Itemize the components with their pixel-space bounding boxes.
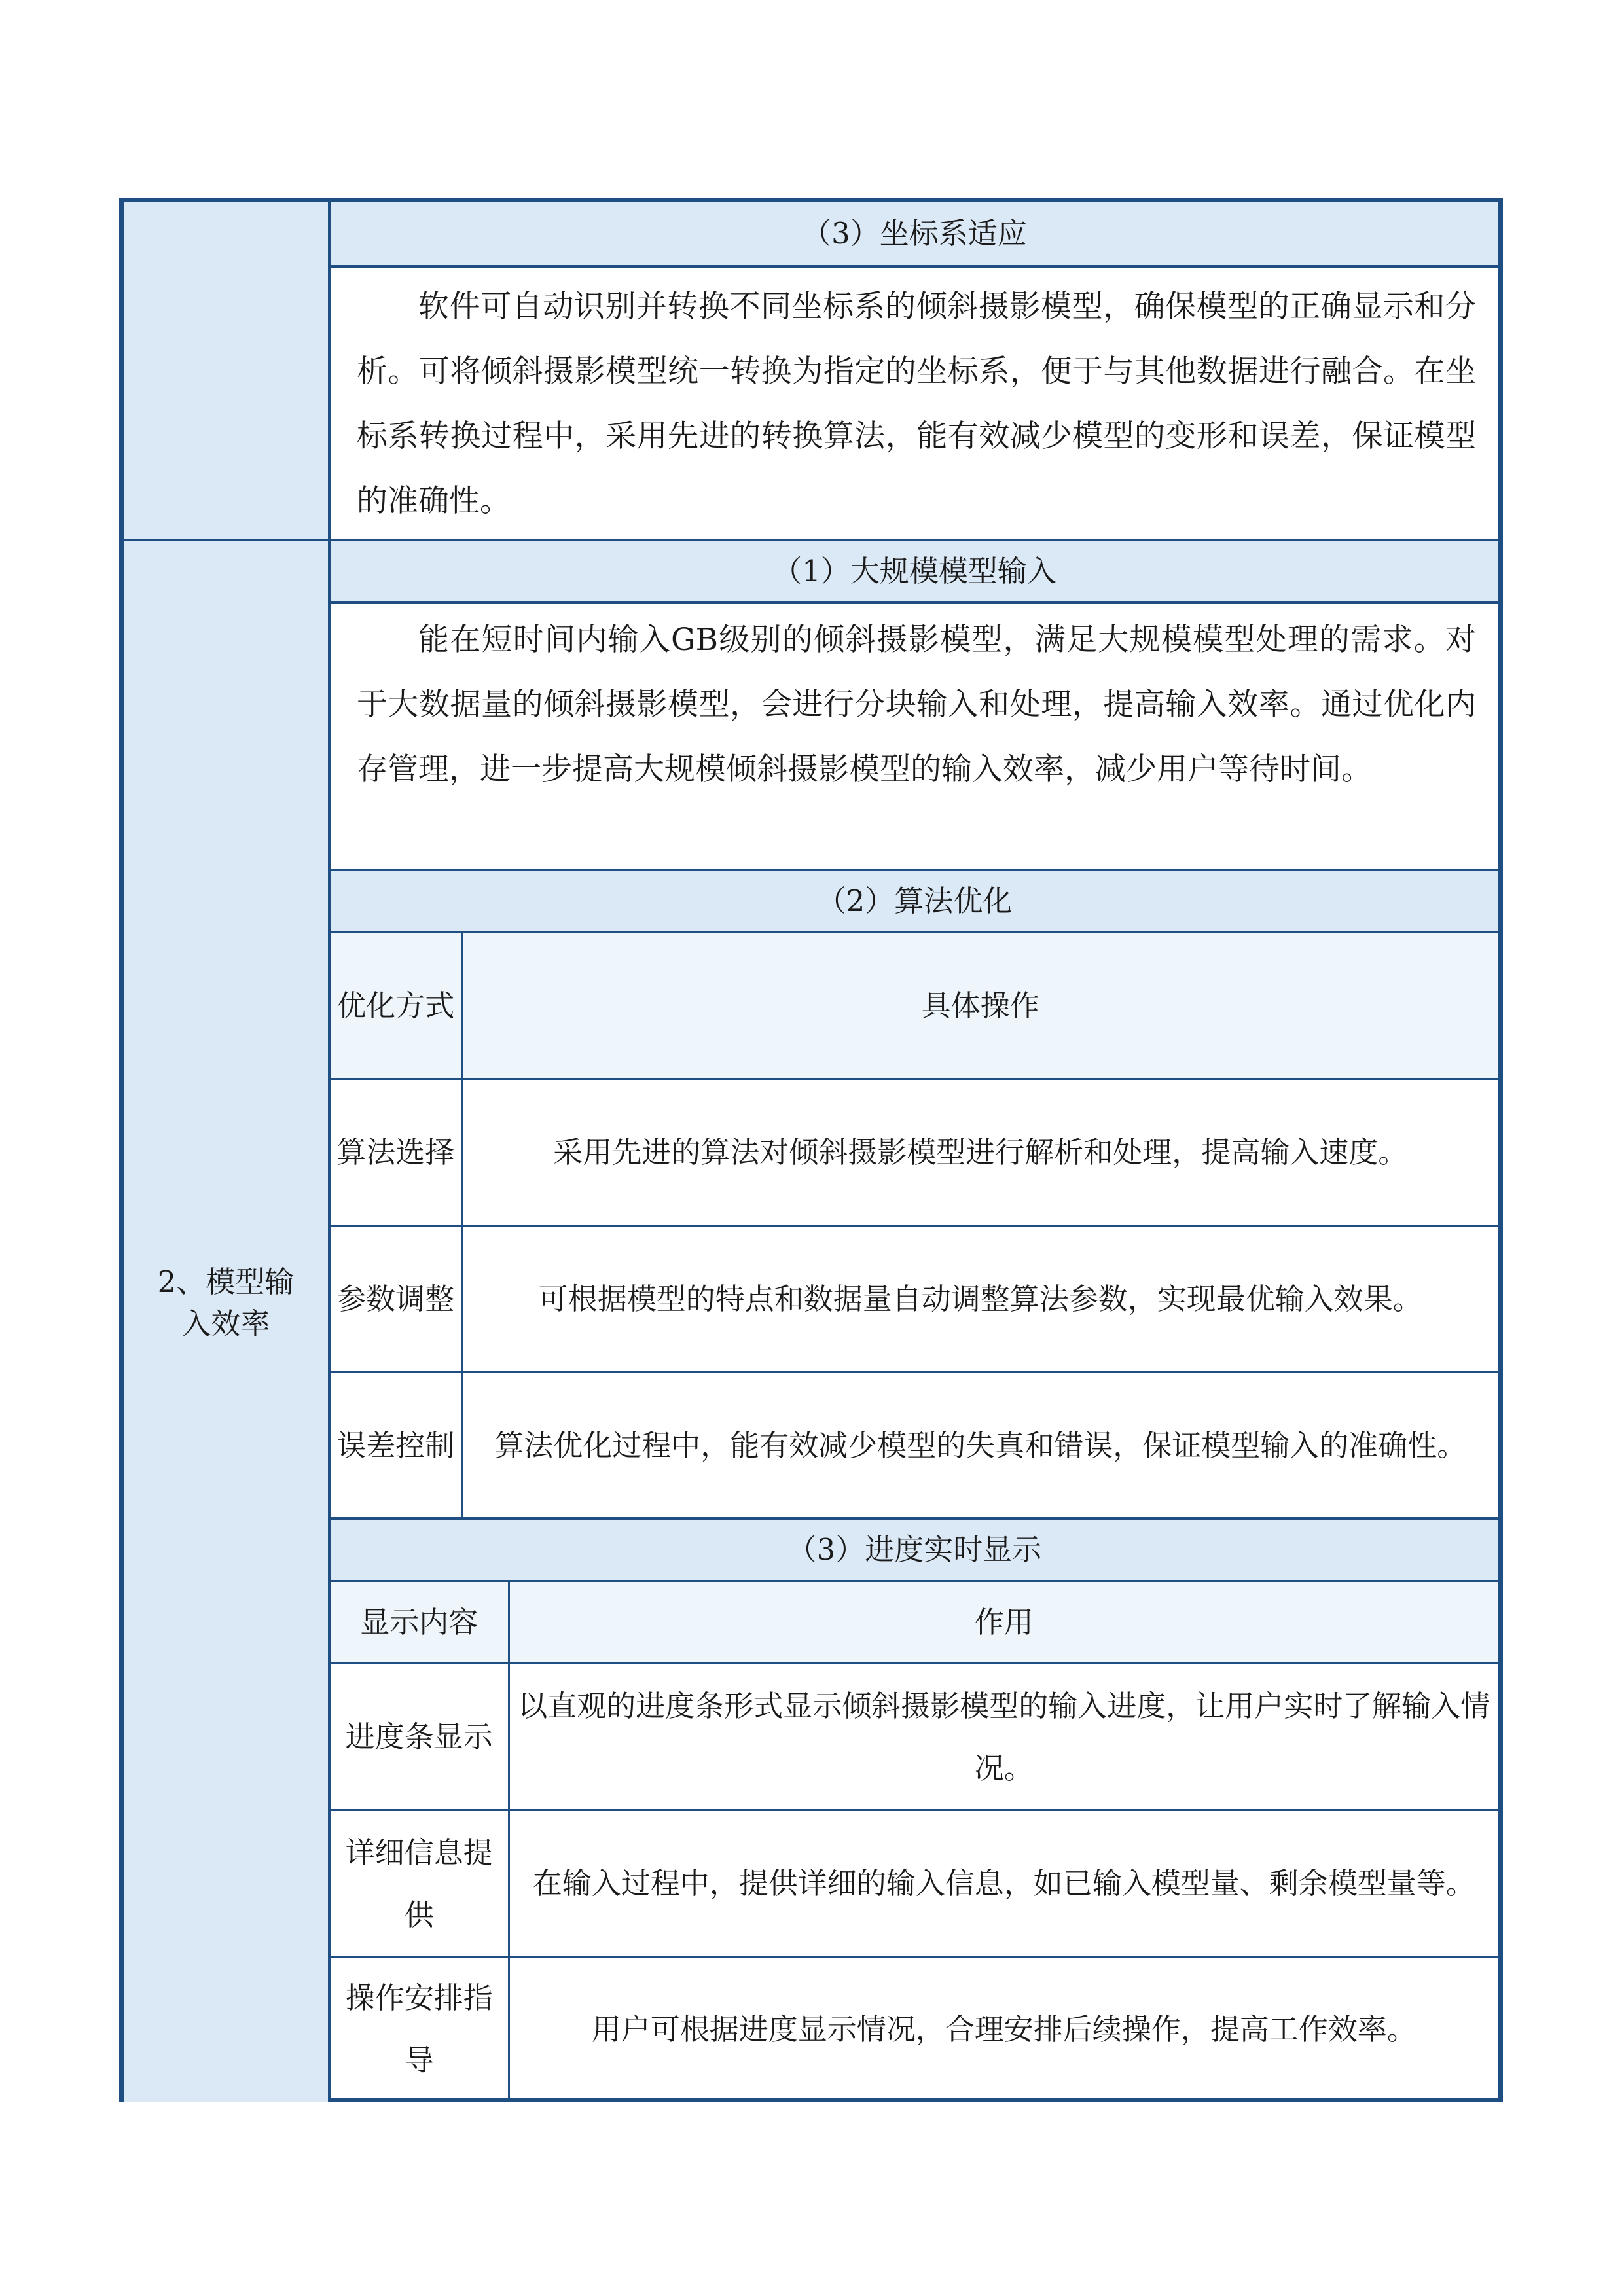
progress-row-value: 在输入过程中，提供详细的输入信息，如已输入模型量、剩余模型量等。 [509,1810,1498,1957]
table-row [331,1957,1498,2101]
section-title-coord: （3）坐标系适应 [331,202,1498,268]
algorithm-row-value: 采用先进的算法对倾斜摄影模型进行解析和处理，提高输入速度。 [461,1079,1498,1226]
row1-label-cell [124,202,331,539]
progress-row-label: 进度条显示 [331,1664,509,1810]
algorithm-header-method: 优化方式 [331,933,461,1079]
section-text-large-input: 能在短时间内输入GB级别的倾斜摄影模型，满足大规模模型处理的需求。对于大数据量的倾斜摄影模型，会进行分块输入和处理，提高输入效率。通过优化内存管理，进一步提高大规模倾斜摄影模型的输入效率，减少用户等待时间。 [357,622,1476,787]
algorithm-row-value: 算法优化过程中，能有效减少模型的失真和错误，保证模型输入的准确性。 [461,1372,1498,1518]
progress-row-value: 用户可根据进度显示情况，合理安排后续操作，提高工作效率。 [509,1957,1498,2101]
row2-content [331,539,1498,2102]
table-row [331,1664,1498,1810]
progress-table [331,1580,1498,2101]
progress-row-label: 详细信息提供 [331,1810,509,1957]
algorithm-row-label: 参数调整 [331,1226,461,1372]
row2-label-line1: 2、模型输 [157,1265,295,1299]
table-row [331,933,1498,1079]
progress-header-function: 作用 [509,1581,1498,1664]
algorithm-table [331,931,1498,1519]
section-text-coord: 软件可自动识别并转换不同坐标系的倾斜摄影模型，确保模型的正确显示和分析。可将倾斜摄影模型统一转换为指定的坐标系，便于与其他数据进行融合。在坐标系转换过程中，采用先进的转换算法，能有效减少模型的变形和误差，保证模型的准确性。 [357,289,1476,519]
row2-label [124,1261,328,1345]
table-row [331,1372,1498,1518]
algorithm-header-operation: 具体操作 [461,933,1498,1079]
algorithm-row-label: 算法选择 [331,1079,461,1226]
row2-label-cell [124,539,331,2102]
algorithm-row-value: 可根据模型的特点和数据量自动调整算法参数，实现最优输入效果。 [461,1226,1498,1372]
section-title-progress: （3）进度实时显示 [331,1517,1498,1583]
progress-row-value: 以直观的进度条形式显示倾斜摄影模型的输入进度，让用户实时了解输入情况。 [509,1664,1498,1810]
table-row [331,1226,1498,1372]
section-title-algorithm: （2）算法优化 [331,869,1498,934]
table-row [331,1810,1498,1957]
table-row [331,1581,1498,1664]
progress-header-content: 显示内容 [331,1581,509,1664]
table-row [331,1079,1498,1226]
row2-label-line2: 入效率 [181,1306,270,1341]
section-title-large-input: （1）大规模模型输入 [331,539,1498,604]
row1-content [331,202,1498,539]
main-table [119,198,1503,2102]
algorithm-row-label: 误差控制 [331,1372,461,1518]
progress-row-label: 操作安排指导 [331,1957,509,2101]
